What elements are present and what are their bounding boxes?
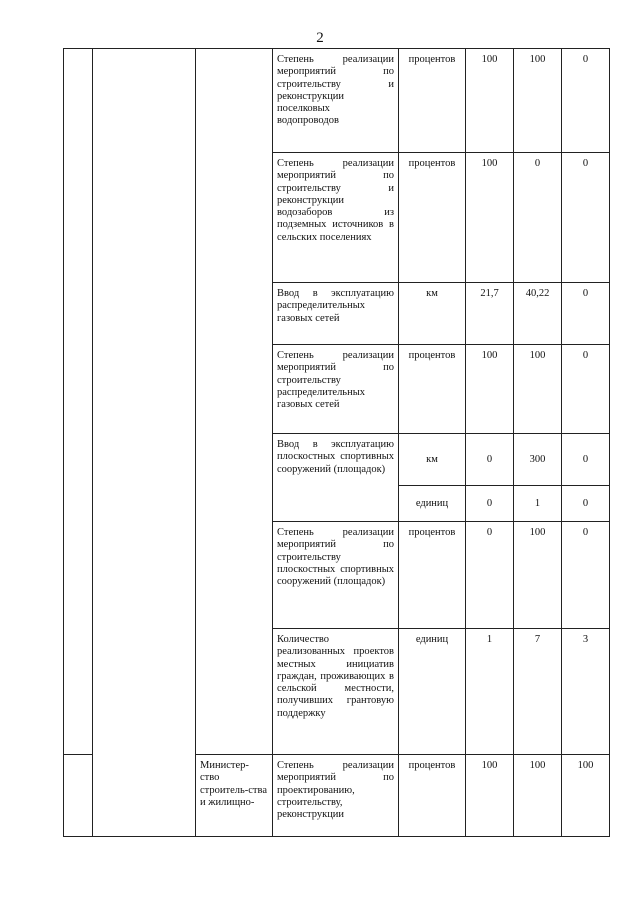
indicator-cell: Ввод в эксплуатацию распределительных газовых сетей <box>273 283 399 345</box>
value-cell: 100 <box>466 345 514 434</box>
value-cell: 100 <box>514 755 562 837</box>
executor-column-cell <box>196 49 273 755</box>
value-cell: 0 <box>562 153 610 283</box>
value-cell: 100 <box>466 755 514 837</box>
value-cell: 1 <box>466 629 514 755</box>
value-cell: 0 <box>466 434 514 486</box>
value-cell: 7 <box>514 629 562 755</box>
value-cell: 0 <box>562 283 610 345</box>
value-cell: 100 <box>514 345 562 434</box>
unit-cell: единиц <box>399 486 466 522</box>
unit-cell: км <box>399 434 466 486</box>
value-cell: 0 <box>562 345 610 434</box>
value-cell: 100 <box>466 153 514 283</box>
page-number: 2 <box>316 30 324 46</box>
unit-cell: км <box>399 283 466 345</box>
indicator-cell: Ввод в эксплуатацию плоскостных спортивных сооружений (площадок) <box>273 434 399 522</box>
indicator-cell: Степень реализации мероприятий по проектированию, строительству, реконструкции <box>273 755 399 837</box>
value-cell: 100 <box>514 522 562 629</box>
indicator-cell: Степень реализации мероприятий по строительству и реконструкции поселковых водопроводов <box>273 49 399 153</box>
value-cell: 3 <box>562 629 610 755</box>
value-cell: 0 <box>562 522 610 629</box>
unit-cell: единиц <box>399 629 466 755</box>
value-cell: 21,7 <box>466 283 514 345</box>
indicator-cell: Количество реализованных проектов местных инициатив граждан, проживающих в сельской местности, получивших грантовую поддержку <box>273 629 399 755</box>
value-cell: 40,22 <box>514 283 562 345</box>
number-column-cell <box>64 49 93 755</box>
ministry-cell: Министер-ство строитель-ства и жилищно- <box>196 755 273 837</box>
value-cell: 300 <box>514 434 562 486</box>
value-cell: 0 <box>466 486 514 522</box>
unit-cell: процентов <box>399 49 466 153</box>
indicator-cell: Степень реализации мероприятий по строительству распределительных газовых сетей <box>273 345 399 434</box>
number-column-cell <box>64 755 93 837</box>
unit-cell: процентов <box>399 345 466 434</box>
indicator-cell: Степень реализации мероприятий по строительству и реконструкции водозаборов из подземных источников в сельских поселениях <box>273 153 399 283</box>
indicators-table <box>63 48 610 837</box>
value-cell: 0 <box>562 486 610 522</box>
indicator-cell: Степень реализации мероприятий по строительству плоскостных спортивных сооружений (площадок) <box>273 522 399 629</box>
value-cell: 100 <box>466 49 514 153</box>
value-cell: 100 <box>562 755 610 837</box>
program-column-cell <box>93 49 196 837</box>
value-cell: 0 <box>514 153 562 283</box>
unit-cell: процентов <box>399 153 466 283</box>
value-cell: 0 <box>562 434 610 486</box>
unit-cell: процентов <box>399 755 466 837</box>
value-cell: 1 <box>514 486 562 522</box>
value-cell: 100 <box>514 49 562 153</box>
table-row <box>64 49 610 153</box>
unit-cell: процентов <box>399 522 466 629</box>
value-cell: 0 <box>562 49 610 153</box>
value-cell: 0 <box>466 522 514 629</box>
